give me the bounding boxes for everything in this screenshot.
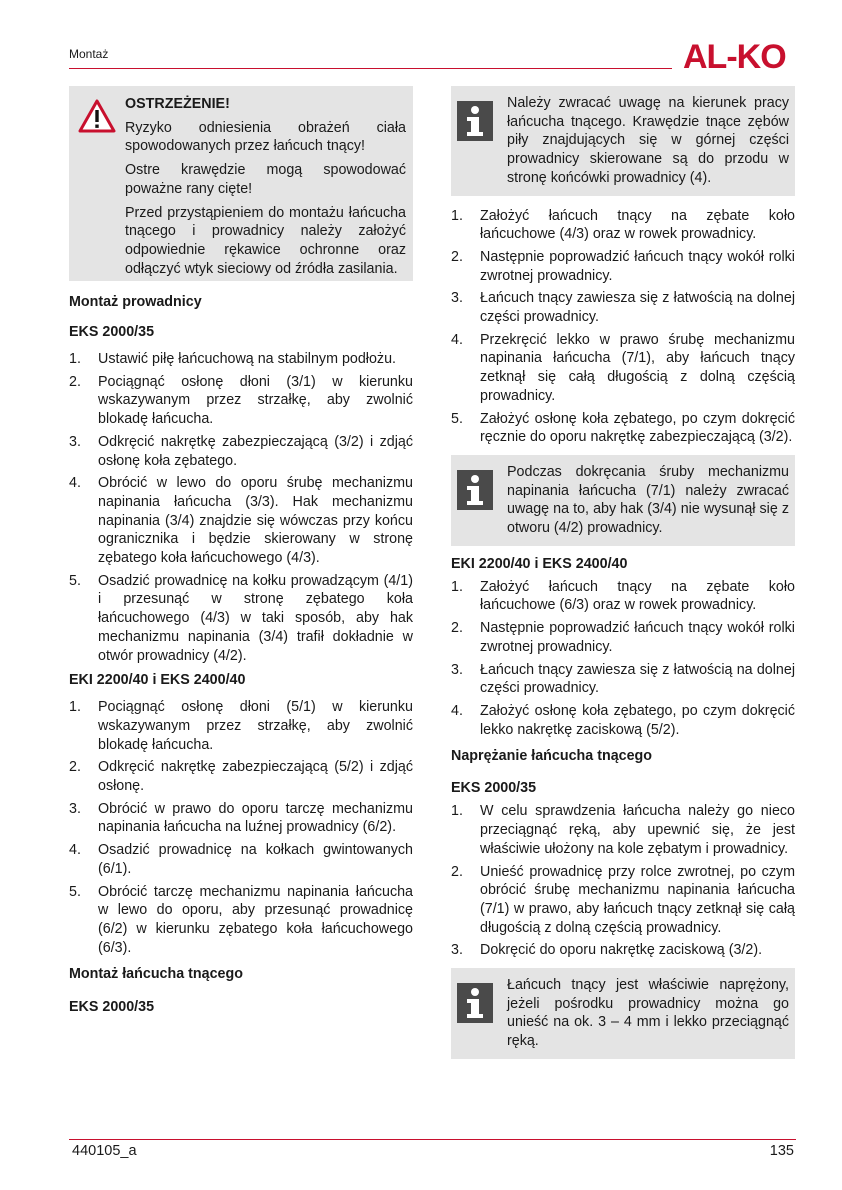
step-text: Pociągnąć osłonę dłoni (3/1) w kierunku wskazywanym przez strzałkę, aby zwolnić blokadę łańcucha. — [98, 373, 413, 428]
list-item — [69, 572, 413, 666]
step-number: 3. — [69, 800, 81, 817]
info-text: Podczas dokręcania śruby mechanizmu napinania łańcucha (7/1) należy zwracać uwagę na to, aby hak (3/4) nie wysunął się z otworu (4/2) prowadnicy. — [507, 463, 789, 537]
warning-text: Ryzyko odniesienia obrażeń ciała spowodowanych przez łańcuch tnący! — [125, 119, 406, 155]
list-item — [69, 474, 413, 568]
chain-eki-steps — [451, 578, 795, 740]
list-item — [69, 433, 413, 470]
model-subheading: EKS 2000/35 — [69, 999, 155, 1016]
step-number: 5. — [69, 572, 81, 589]
chain-eks-steps — [451, 207, 795, 447]
step-text: Unieść prowadnicę przy rolce zwrotnej, po czym obrócić śrubę mechanizmu napinania łańcucha (7/1) w prawo, aby łańcuch tnący zetknął się całą długością z dolną częścią prowadnicy. — [480, 863, 795, 936]
list-item — [451, 619, 795, 656]
guide-eki-steps — [69, 698, 413, 957]
warning-box — [69, 86, 413, 281]
page-number: 135 — [769, 1143, 794, 1159]
info-text: Łańcuch tnący jest właściwie naprężony, jeżeli pośrodku prowadnicy można go unieść na ok. 3 – 4 mm i lekko przeciągnąć ręką. — [507, 977, 789, 1050]
step-text: Łańcuch tnący zawiesza się z łatwością na dolnej części prowadnicy. — [480, 661, 795, 697]
step-number: 5. — [451, 410, 463, 427]
guide-eks-steps — [69, 350, 413, 665]
tension-steps — [451, 802, 795, 960]
list-item — [69, 758, 413, 795]
step-number: 1. — [69, 351, 81, 367]
step-text: Odkręcić nakrętkę zabezpieczającą (3/2) i zdjąć osłonę koła zębatego. — [98, 433, 413, 469]
info-box — [451, 455, 795, 546]
step-text: Przekręcić lekko w prawo śrubę mechanizmu napinania łańcucha (7/1), aby łańcuch tnący zetknął się całą długością z dolną częścią prowadnicy. — [480, 331, 795, 404]
step-number: 3. — [451, 942, 463, 959]
step-text: Osadzić prowadnicę na kołkach gwintowanych (6/1). — [98, 842, 413, 877]
step-text: Założyć osłonę koła zębatego, po czym dokręcić lekko nakrętkę zaciskową (5/2). — [480, 702, 795, 738]
info-icon — [457, 101, 493, 141]
step-number: 2. — [69, 759, 81, 776]
step-text: Obrócić tarczę mechanizmu napinania łańcucha w lewo do oporu, aby przesunąć prowadnicę (6/2) w kierunku zębatego koła łańcuchowego (6/3). — [98, 883, 413, 956]
info-text: Należy zwracać uwagę na kierunek pracy łańcucha tnącego. Krawędzie tnące zębów piły znajdujących się w górnej części prowadnicy skierowane są do przodu w stronę końcówki prowadnicy (4). — [507, 95, 789, 186]
footer-divider — [69, 1139, 796, 1140]
step-text: Odkręcić nakrętkę zabezpieczającą (5/2) i zdjąć osłonę. — [98, 759, 413, 795]
step-number: 1. — [69, 699, 81, 716]
section-heading-chain-mounting: Montaż łańcucha tnącego — [69, 966, 243, 983]
step-number: 3. — [451, 290, 463, 307]
list-item — [451, 802, 795, 858]
model-subheading: EKI 2200/40 i EKS 2400/40 — [69, 672, 246, 689]
model-subheading: EKS 2000/35 — [69, 324, 155, 340]
step-text: Następnie poprowadzić łańcuch tnący wokół rolki zwrotnej prowadnicy. — [480, 248, 795, 284]
list-item — [69, 883, 413, 958]
step-number: 2. — [451, 248, 463, 265]
list-item — [451, 331, 795, 406]
step-text: Założyć łańcuch tnący na zębate koło łańcuchowe (6/3) oraz w rowek prowadnicy. — [480, 578, 795, 614]
left-column — [69, 86, 413, 1025]
header-divider — [69, 68, 672, 69]
brand-logo-text: AL-KO — [683, 40, 786, 72]
step-text: Osadzić prowadnicę na kołku prowadzącym (4/1) i przesunąć w stronę zębatego koła łańcuchowego (4/3) w taki sposób, aby hak mechanizmu napinania (3/4) trafił dokładnie w otwór prowadnicy (4/2). — [98, 572, 413, 664]
list-item — [69, 841, 413, 878]
step-text: Dokręcić do oporu nakrętkę zaciskową (3/2). — [480, 942, 763, 959]
section-heading-guide-mounting: Montaż prowadnicy — [69, 294, 202, 310]
step-text: Obrócić w lewo do oporu śrubę mechanizmu napinania łańcucha (3/3). Hak mechanizmu napinania (3/4) znajdzie się wówczas przy końcu ogranicznika i będzie skierowany w stronę zębatego koła łańcuchowego (4/3). — [98, 475, 413, 567]
section-heading-chain-tensioning: Naprężanie łańcucha tnącego — [451, 748, 653, 765]
list-item — [451, 702, 795, 739]
model-subheading: EKI 2200/40 i EKS 2400/40 — [451, 555, 628, 572]
step-number: 1. — [451, 803, 463, 820]
info-box — [451, 86, 795, 196]
list-item — [451, 289, 795, 326]
step-text: Ustawić piłę łańcuchową na stabilnym podłożu. — [98, 351, 397, 367]
list-item — [69, 800, 413, 837]
step-text: Założyć łańcuch tnący na zębate koło łańcuchowe (4/3) oraz w rowek prowadnicy. — [480, 207, 795, 243]
info-icon — [457, 983, 493, 1023]
list-item — [451, 410, 795, 447]
list-item — [451, 248, 795, 285]
step-number: 3. — [451, 661, 463, 678]
step-number: 2. — [69, 373, 81, 390]
step-text: Założyć osłonę koła zębatego, po czym dokręcić ręcznie do oporu nakrętkę zabezpieczającą (3/2). — [480, 410, 795, 446]
step-number: 1. — [451, 207, 463, 224]
list-item — [451, 207, 795, 244]
step-number: 2. — [451, 863, 463, 880]
step-text: W celu sprawdzenia łańcucha należy go nieco przeciągnąć ręką, aby upewnić się, że jest właściwie ułożony na kole zębatym i prowadnicy. — [480, 803, 795, 857]
step-text: Łańcuch tnący zawiesza się z łatwością na dolnej części prowadnicy. — [480, 290, 795, 326]
warning-title: OSTRZEŻENIE! — [125, 96, 230, 112]
step-number: 4. — [69, 475, 81, 492]
list-item — [451, 661, 795, 698]
list-item — [69, 350, 413, 369]
step-number: 3. — [69, 433, 81, 450]
info-icon — [457, 470, 493, 510]
step-text: Obrócić w prawo do oporu tarczę mechanizmu napinania łańcucha na luźnej prowadnicy (6/2). — [98, 800, 413, 836]
list-item — [69, 373, 413, 429]
list-item — [451, 863, 795, 938]
list-item — [451, 578, 795, 615]
right-column — [451, 86, 795, 1059]
warning-triangle-icon — [77, 98, 117, 134]
brand-logo — [683, 40, 798, 72]
list-item — [451, 941, 795, 960]
header-section-title: Montaż — [69, 47, 109, 61]
step-text: Następnie poprowadzić łańcuch tnący wokół rolki zwrotnej prowadnicy. — [480, 620, 795, 655]
step-text: Pociągnąć osłonę dłoni (5/1) w kierunku wskazywanym przez strzałkę, aby zwolnić blokadę łańcucha. — [98, 699, 413, 753]
step-number: 1. — [451, 578, 463, 595]
step-number: 4. — [451, 331, 463, 348]
step-number: 5. — [69, 883, 81, 900]
step-number: 2. — [451, 620, 463, 637]
list-item — [69, 698, 413, 754]
info-box — [451, 968, 795, 1059]
step-number: 4. — [69, 842, 81, 859]
warning-text: Ostre krawędzie mogą spowodować poważne rany cięte! — [125, 162, 406, 197]
step-number: 4. — [451, 702, 463, 719]
model-subheading: EKS 2000/35 — [451, 780, 537, 797]
document-id: 440105_a — [72, 1143, 137, 1159]
warning-text: Przed przystąpieniem do montażu łańcucha tnącego i prowadnicy należy założyć odpowiednie rękawice ochronne oraz odłączyć wtyk sieciowy od źródła zasilania. — [125, 204, 406, 277]
